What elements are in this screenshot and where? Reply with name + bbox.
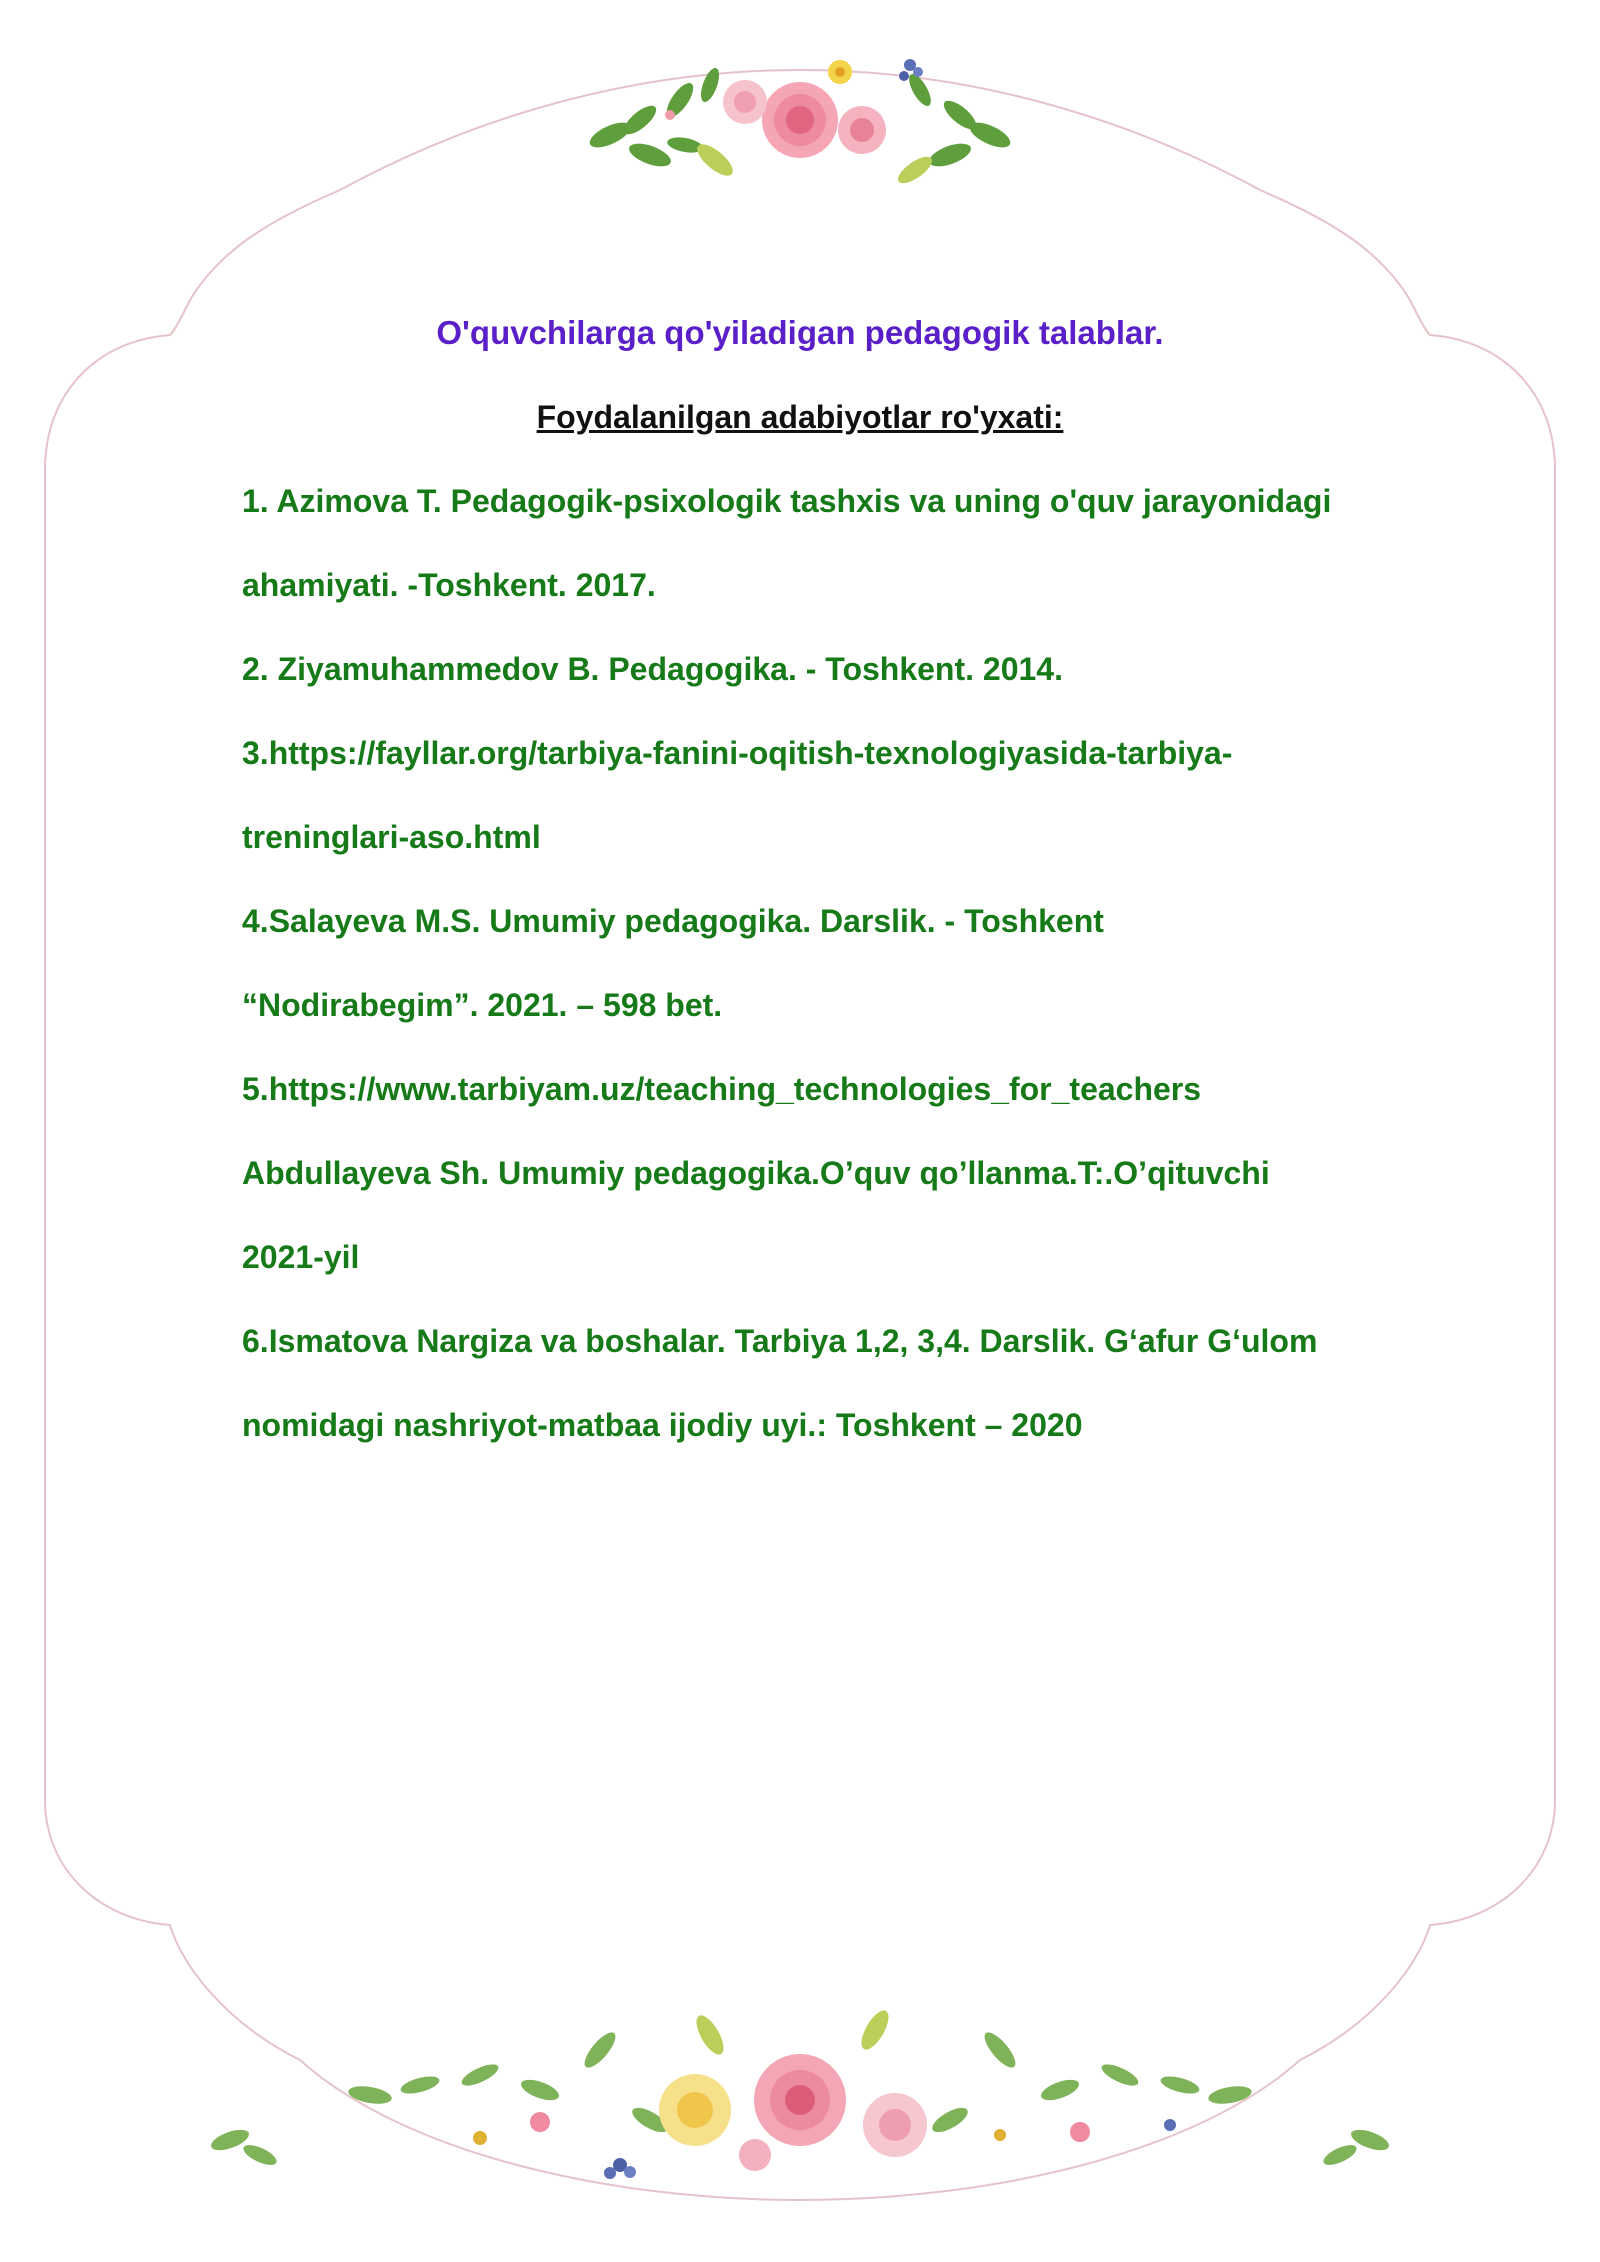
reference-list <box>242 480 1392 1446</box>
reference-line: Abdullayeva Sh. Umumiy pedagogika.O’quv qo’llanma.T:.O’qituvchi <box>242 1155 1270 1191</box>
reference-link-line[interactable]: 3.https://fayllar.org/tarbiya-fanini-oqitish-texnologiyasida-tarbiya- <box>242 735 1233 771</box>
references-heading-text: Foydalanilgan adabiyotlar ro'yxati: <box>536 399 1064 435</box>
top-floral-garland <box>586 59 1013 188</box>
reference-line: 6.Ismatova Nargiza va boshalar. Tarbiya 1,2, 3,4. Darslik. G‘afur G‘ulom <box>242 1323 1318 1359</box>
leaf-branch-right-icon <box>894 71 1014 188</box>
reference-line: 2. Ziyamuhammedov B. Pedagogika. - Toshkent. 2014. <box>242 651 1063 687</box>
reference-line: ahamiyati. -Toshkent. 2017. <box>242 567 656 603</box>
reference-link-line[interactable]: 5.https://www.tarbiyam.uz/teaching_technologies_for_teachers <box>242 1071 1202 1107</box>
reference-line: 2021-yil <box>242 1239 360 1275</box>
reference-link-line[interactable]: treninglari-aso.html <box>242 819 541 855</box>
reference-line: 1. Azimova T. Pedagogik-psixologik tashxis va uning o'quv jarayonidagi <box>242 483 1332 519</box>
reference-line: “Nodirabegim”. 2021. – 598 bet. <box>242 987 723 1023</box>
leaf-vine-left-icon <box>208 2028 671 2169</box>
leaf-branch-left-icon <box>586 66 737 181</box>
document-content <box>242 300 1392 1488</box>
rose-flower-icon <box>659 2054 927 2171</box>
document-title: O'quvchilarga qo'yiladigan pedagogik talablar. <box>436 314 1164 351</box>
references-heading <box>0 396 1600 438</box>
reference-line: 4.Salayeva M.S. Umumiy pedagogika. Darslik. - Toshkent <box>242 903 1104 939</box>
reference-line: nomidagi nashriyot-matbaa ijodiy uyi.: Toshkent – 2020 <box>242 1407 1083 1443</box>
bottom-floral-garland <box>208 2006 1391 2179</box>
rose-flower-icon <box>723 80 886 158</box>
